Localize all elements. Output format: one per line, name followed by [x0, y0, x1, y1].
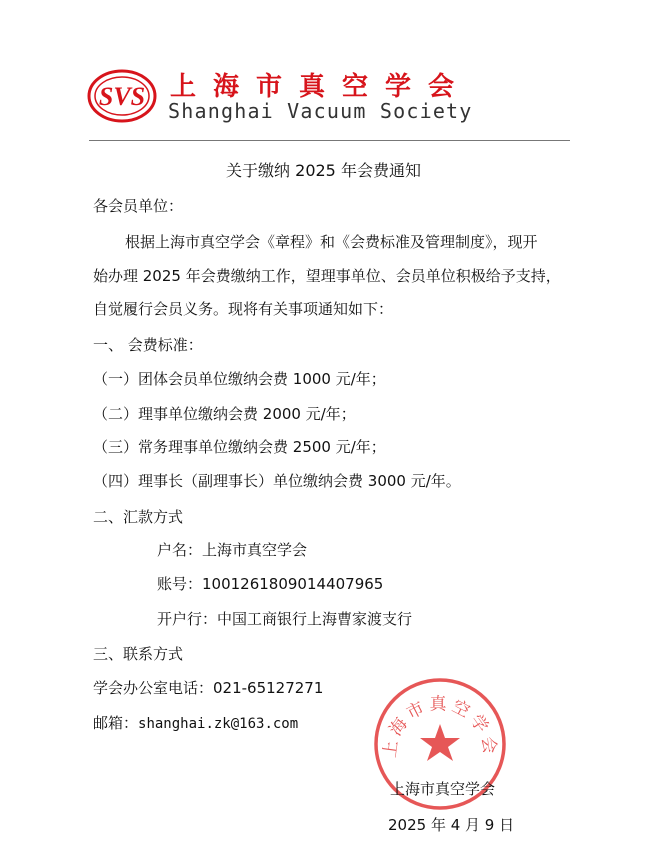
section2-heading: 二、汇款方式 — [93, 508, 184, 526]
fee-item-3: （三）常务理事单位缴纳会费 2500 元/年； — [93, 438, 386, 456]
signature-org: 上海市真空学会 — [390, 780, 496, 798]
document-title: 关于缴纳 2025 年会费通知 — [226, 161, 421, 180]
logo-text: SVS — [98, 82, 146, 111]
section3-heading: 三、联系方式 — [93, 645, 184, 663]
signature-date: 2025 年 4 月 9 日 — [388, 816, 515, 834]
salutation: 各会员单位： — [93, 197, 184, 215]
header-rule — [89, 140, 570, 141]
seal-star-icon — [420, 724, 460, 761]
intro-line-3: 自觉履行会员义务。现将有关事项通知如下： — [93, 300, 394, 318]
fee-item-2: （二）理事单位缴纳会费 2000 元/年； — [93, 405, 356, 423]
org-name-cn: 上海市真空学会 — [170, 72, 472, 102]
section1-heading: 一、 会费标准： — [93, 336, 203, 354]
email-line — [93, 713, 298, 734]
fee-item-4: （四）理事长（副理事长）单位缴纳会费 3000 元/年。 — [93, 472, 461, 490]
fee-item-1: （一）团体会员单位缴纳会费 1000 元/年； — [93, 370, 386, 388]
seal-text: 上海市真空学会 — [380, 694, 500, 759]
org-name-en: Shanghai Vacuum Society — [168, 99, 473, 123]
account-number: 账号：1001261809014407965 — [157, 575, 384, 593]
intro-line-1: 根据上海市真空学会《章程》和《会费标准及管理制度》，现开 — [125, 233, 538, 251]
account-name: 户名：上海市真空学会 — [157, 541, 308, 559]
office-phone: 学会办公室电话：021-65127271 — [93, 679, 324, 697]
intro-line-2: 始办理 2025 年会费缴纳工作，望理事单位、会员单位积极给予支持， — [93, 267, 561, 285]
email-address[interactable]: shanghai.zk@163.com — [138, 716, 299, 732]
society-logo — [86, 68, 158, 124]
email-label: 邮箱： — [93, 714, 139, 732]
bank-name: 开户行：中国工商银行上海曹家渡支行 — [157, 610, 413, 628]
